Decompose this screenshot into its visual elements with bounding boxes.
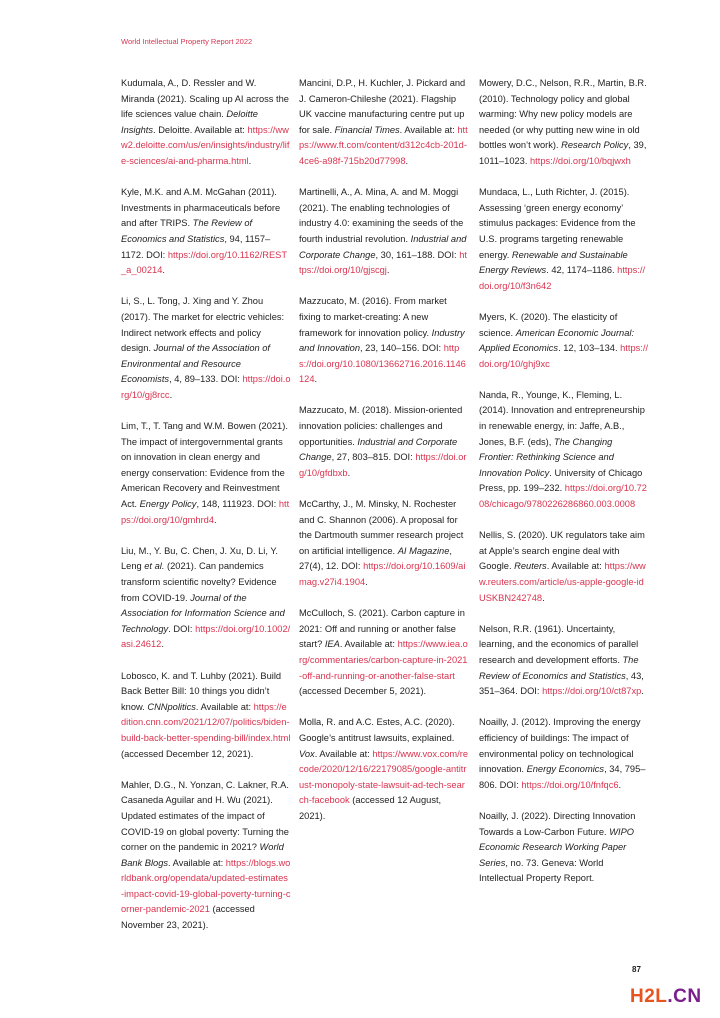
reference-entry xyxy=(299,715,469,824)
reference-text: Liu, M., Y. Bu, C. Chen, J. Xu, D. Li, Y. Leng xyxy=(121,545,278,572)
reference-italic: Financial Times xyxy=(334,124,400,135)
reference-text: . xyxy=(347,467,351,478)
reference-italic: American Economic Journal: Applied Economics xyxy=(479,327,635,354)
reference-link[interactable]: https://www.reuters.com/article/us-apple-google-idUSKBN242748 xyxy=(479,561,646,603)
reference-italic: et al. xyxy=(144,561,165,572)
reference-text: Lobosco, K. and T. Luhby (2021). Build Back Better Bill: 10 things you didn’t know. xyxy=(121,670,282,712)
reference-link[interactable]: https://www.iea.org/commentaries/carbon-capture-in-2021-off-and-running-or-another-false-start xyxy=(299,639,468,681)
reference-link[interactable]: https://doi.org/10.1002/asi.24612 xyxy=(121,623,291,650)
reference-text: , 30, 161–188. DOI: xyxy=(375,249,460,260)
reference-text: . xyxy=(314,374,318,385)
reference-link[interactable]: https://www.ft.com/content/d312c4cb-201d-4ce6-a98f-715b20d77998 xyxy=(299,124,468,166)
reference-text: . xyxy=(405,155,409,166)
reference-text: . Available at: xyxy=(195,701,254,712)
reference-italic: The Changing Frontier: Rethinking Science and Innovation Policy xyxy=(479,436,614,478)
reference-link[interactable]: https://doi.org/10.1609/aimag.v27i4.1904 xyxy=(299,561,466,587)
reference-italic: Energy Economics xyxy=(526,764,605,775)
reference-text: Mowery, D.C., Nelson, R.R., Martin, B.R. (2010). Technology policy and global warming: Why new policy models are needed (or why putting new wine in old bottles won’t work). xyxy=(479,78,647,151)
reference-entry xyxy=(479,388,649,513)
reference-entry xyxy=(299,606,469,700)
reference-italic: Energy Policy xyxy=(139,499,197,510)
reference-text: (accessed November 23, 2021). xyxy=(121,904,255,931)
reference-text: Mahler, D.G., N. Yonzan, C. Lakner, R.A. Casaneda Aguilar and H. Wu (2021). Updated estimates of the impact of COVID-19 on global poverty: Turning the corner on the pandemic in 2021? xyxy=(121,779,289,853)
reference-entry xyxy=(479,715,649,793)
reference-link[interactable]: https://www2.deloitte.com/us/en/insights/industry/life-sciences/ai-and-pharma.html xyxy=(121,124,290,166)
reference-italic: Vox xyxy=(299,748,315,759)
reference-entry xyxy=(121,185,291,279)
reference-entry xyxy=(479,76,649,170)
reference-text: Mancini, D.P., H. Kuchler, J. Pickard and J. Cameron-Chileshe (2021). Flagship UK vaccine manufacturing centre put up for sale. xyxy=(299,78,466,135)
reference-link[interactable]: https://www.vox.com/recode/2020/12/16/22179085/google-antitrust-monopoly-state-lawsuit-ad-tech-search-facebook xyxy=(299,748,468,806)
reference-entry xyxy=(479,528,649,606)
reference-text: . xyxy=(618,779,622,790)
reference-text: Mundaca, L., Luth Richter, J. (2015). Assessing ‘green energy economy’ stimulus packages: Evidence from the U.S. programs targeting renewable energy. xyxy=(479,187,636,260)
reference-text: Nanda, R., Younge, K., Fleming, L. (2014). Innovation and entrepreneurship in renewable energy, in: Jaffe, A.B., Jones, B.F. (eds), xyxy=(479,389,645,447)
reference-link[interactable]: https://doi.org/10.1162/REST_a_00214 xyxy=(121,249,288,276)
reference-link[interactable]: https://doi.org/10/gjscgj xyxy=(299,249,467,276)
reference-text: Mazzucato, M. (2018). Mission-oriented innovation policies: challenges and opportunities. xyxy=(299,405,463,447)
reference-text: Mazzucato, M. (2016). From market fixing to market-creating: A new framework for innovation policy. xyxy=(299,296,447,338)
reference-italic: Industrial and Corporate Change xyxy=(299,233,467,260)
reference-text: Lim, T., T. Tang and W.M. Bowen (2021). The impact of intergovernmental grants on innovation in clean energy and energy conservation: Evidence from the American Recovery and Reinvestment Act. xyxy=(121,421,288,510)
reference-text: , no. 73. Geneva: World Intellectual Property Report. xyxy=(479,857,604,884)
reference-text: (accessed December 12, 2021). xyxy=(121,748,254,759)
reference-link[interactable]: https://doi.org/10.7208/chicago/9780226286860.003.0008 xyxy=(479,483,647,510)
reference-text: . xyxy=(162,265,165,276)
reference-text: , 148, 111923. DOI: xyxy=(196,499,279,510)
reference-italic: IEA xyxy=(324,639,340,650)
reference-entry xyxy=(121,294,291,403)
reference-text: , 43, 351–364. DOI: xyxy=(479,670,644,697)
watermark-part-2: .CN xyxy=(667,986,702,1007)
reference-entry xyxy=(121,669,291,763)
reference-entry xyxy=(121,76,291,170)
reference-italic: WIPO Economic Research Working Paper Series xyxy=(479,826,635,868)
reference-text: Martinelli, A., A. Mina, A. and M. Moggi (2021). The enabling technologies of industry 4.0: examining the seeds of the fourth industrial revolution. xyxy=(299,187,464,244)
reference-text: Noailly, J. (2022). Directing Innovation Towards a Low-Carbon Future. xyxy=(479,810,636,837)
reference-text: Nellis, S. (2020). UK regulators take aim at Apple’s search engine deal with Google. xyxy=(479,530,645,572)
reference-italic: Industry and Innovation xyxy=(299,327,465,354)
reference-text: McCulloch, S. (2021). Carbon capture in 2021: Off and running or another false start? xyxy=(299,608,465,650)
reference-entry xyxy=(479,809,649,887)
reference-entry xyxy=(299,294,469,388)
reference-text: . 42, 1174–1186. xyxy=(546,265,618,276)
reference-italic: The Review of Economics and Statistics xyxy=(479,654,639,681)
reference-text: . xyxy=(248,155,252,166)
reference-italic: The Review of Economics and Statistics xyxy=(121,218,253,244)
reference-text: , 27, 803–815. DOI: xyxy=(331,452,416,463)
reference-text: . Available at: xyxy=(339,639,398,650)
reference-text: . 12, 103–134. xyxy=(558,343,621,354)
reference-entry xyxy=(299,403,469,481)
reference-italic: Renewable and Sustainable Energy Reviews xyxy=(479,249,628,276)
watermark-logo xyxy=(630,986,702,1008)
reference-link[interactable]: https://doi.org/10/gj8rcc xyxy=(121,374,291,400)
reference-text: , 27(4), 12. DOI: xyxy=(299,545,452,572)
reference-link[interactable]: https://doi.org/10/ct87xp xyxy=(542,686,642,697)
reference-link[interactable]: https://doi.org/10/f3n642 xyxy=(479,265,646,291)
reference-text: McCarthy, J., M. Minsky, N. Rochester and C. Shannon (2006). A proposal for the Dartmouth summer research project on artificial intelligence. xyxy=(299,499,464,556)
reference-column-2 xyxy=(299,76,469,840)
reference-link[interactable]: https://edition.cnn.com/2021/12/07/politics/biden-build-back-better-spending-bill/index.html xyxy=(121,701,291,743)
reference-link[interactable]: https://doi.org/10/gfdbxb xyxy=(299,452,467,478)
reference-text: (accessed 12 August, 2021). xyxy=(299,795,442,821)
reference-italic: Journal of the Association of Environmental and Resource Economists xyxy=(121,343,271,385)
reference-entry xyxy=(121,778,291,934)
reference-text: . xyxy=(161,639,164,650)
reference-entry xyxy=(299,497,469,591)
reference-text: Nelson, R.R. (1961). Uncertainty, learning, and the economics of parallel research and development efforts. xyxy=(479,623,639,665)
reference-text: . xyxy=(386,265,390,276)
reference-text: . xyxy=(542,592,545,603)
reference-italic: Reuters xyxy=(514,561,547,572)
reference-entry xyxy=(299,185,469,279)
reference-link[interactable]: https://doi.org/10/fnfqc6 xyxy=(521,779,619,790)
reference-text: Kyle, M.K. and A.M. McGahan (2011). Investments in pharmaceuticals before and after TRIPS. xyxy=(121,187,281,229)
reference-link[interactable]: https://doi.org/10/ghj9xc xyxy=(479,343,649,369)
reference-text: , 23, 140–156. DOI: xyxy=(360,343,444,354)
reference-entry xyxy=(479,310,649,372)
reference-column-1 xyxy=(121,76,291,949)
reference-text: Molla, R. and A.C. Estes, A.C. (2020). Google’s antitrust lawsuits, explained. xyxy=(299,717,455,743)
reference-text: , 39, 1011–1023. xyxy=(479,140,647,166)
reference-text: , 4, 89–133. DOI: xyxy=(169,374,243,385)
reference-text: Noailly, J. (2012). Improving the energy efficiency of buildings: The impact of environmental policy on technological innovation. xyxy=(479,717,641,775)
reference-text: Kudumala, A., D. Ressler and W. Miranda (2021). Scaling up AI across the life sciences value chain. xyxy=(121,78,289,120)
reference-column-3 xyxy=(479,76,649,902)
reference-entry xyxy=(479,185,649,294)
reference-text: . University of Chicago Press, pp. 199–232. xyxy=(479,467,643,494)
reference-italic: World Bank Blogs xyxy=(121,842,284,868)
reference-text: . xyxy=(214,514,217,525)
reference-text: . Deloitte. Available at: xyxy=(153,124,248,135)
reference-link[interactable]: https://doi.org/10.1080/13662716.2016.1146124 xyxy=(299,343,466,385)
reference-entry xyxy=(121,544,291,653)
reference-text: . Available at: xyxy=(168,857,226,868)
reference-italic: Journal of the Association for Information Science and Technology xyxy=(121,592,285,634)
reference-link[interactable]: https://blogs.worldbank.org/opendata/updated-estimates-impact-covid-19-global-poverty-turning-corner-pandemic-2021 xyxy=(121,857,291,915)
reference-text: . xyxy=(169,389,173,400)
watermark-part-1: H2L xyxy=(630,986,668,1007)
reference-italic: Research Policy xyxy=(561,140,629,151)
reference-text: (accessed December 5, 2021). xyxy=(299,686,427,697)
reference-text: . xyxy=(365,577,368,587)
page-number: 87 xyxy=(632,965,641,974)
reference-text: . Available at: xyxy=(399,124,458,135)
reference-italic: CNNpolitics xyxy=(147,701,196,712)
reference-italic: Deloitte Insights xyxy=(121,109,258,135)
reference-entry xyxy=(479,622,649,700)
reference-italic: AI Magazine xyxy=(397,545,450,556)
reference-link[interactable]: https://doi.org/10/gmhrd4 xyxy=(121,499,290,525)
reference-italic: Industrial and Corporate Change xyxy=(299,436,458,463)
reference-text: . xyxy=(641,686,644,697)
reference-text: . Available at: xyxy=(314,748,373,759)
reference-text: (2021). Can pandemics transform scientific novelty? Evidence from COVID-19. xyxy=(121,561,277,603)
reference-text: Li, S., L. Tong, J. Xing and Y. Zhou (2017). The market for electric vehicles: Indirect network effects and policy design. xyxy=(121,296,285,354)
reference-text: Myers, K. (2020). The elasticity of science. xyxy=(479,311,618,338)
reference-text: . DOI: xyxy=(168,623,196,634)
reference-text: . Available at: xyxy=(546,561,605,572)
reference-text: , 94, 1157–1172. DOI: xyxy=(121,233,271,260)
reference-entry xyxy=(121,419,291,528)
reference-link[interactable]: https://doi.org/10/bqjwxh xyxy=(530,155,631,166)
reference-text: , 34, 795–806. DOI: xyxy=(479,764,646,790)
reference-entry xyxy=(299,76,469,170)
running-head: World Intellectual Property Report 2022 xyxy=(121,37,253,46)
